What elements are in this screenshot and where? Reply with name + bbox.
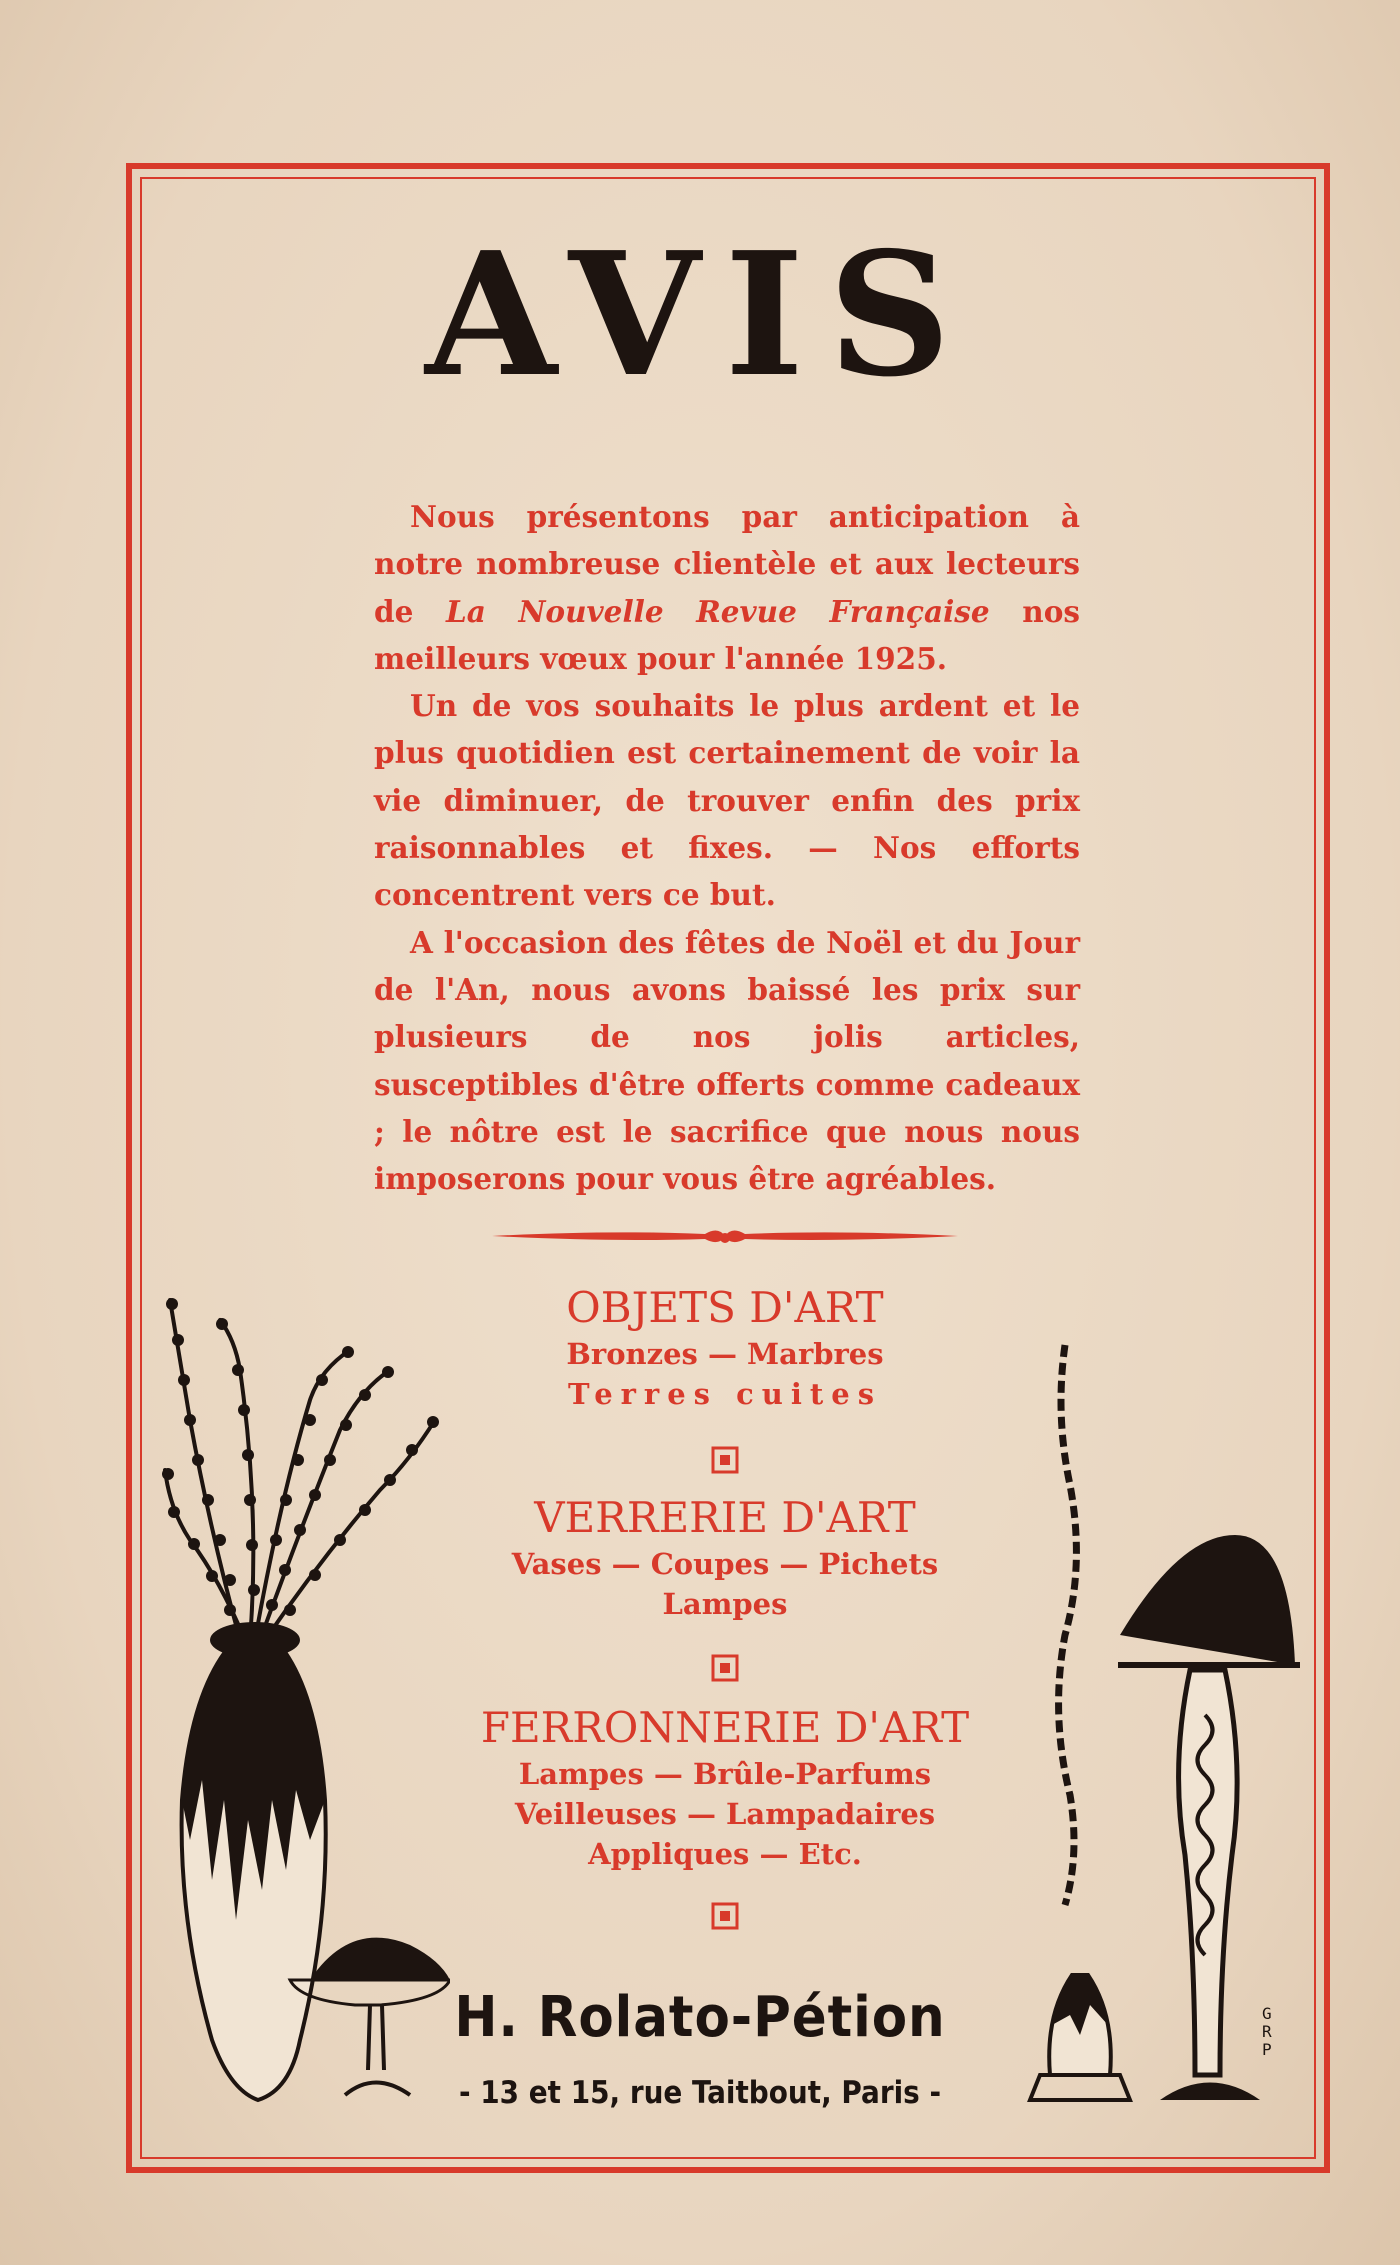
page-title: AVIS [425,215,975,415]
firm-name: H. Rolato-Pétion [454,1985,946,2050]
section-line: Bronzes — Marbres [566,1337,884,1371]
square-ornament-icon [711,1654,739,1682]
lamps-illustration [1010,1335,1310,2110]
paragraph-text: Nous présentons par anticipation à notre nombreuse clientèle et aux lecteurs de [374,499,1080,629]
firm-address: - 13 et 15, rue Taitbout, Paris - [458,2075,942,2111]
paragraph-greetings [374,493,1080,682]
section-line: Vases — Coupes — Pichets [511,1547,939,1581]
section-line: Veilleuses — Lampadaires [514,1797,936,1831]
paragraph-text: Un de vos souhaits le plus ardent et le plus quotidien est certainement de voir la vie diminuer, de trouver enfin des prix raisonnables et fixes. — Nos efforts concentrent vers ce but. [374,688,1080,913]
vase-with-branches-illustration [150,1280,450,2110]
section-title: FERRONNERIE D'ART [480,1703,970,1752]
journal-title: La Nouvelle Revue Française [446,593,990,629]
section-objets-dart [400,1282,1050,1414]
paragraph-prices [374,682,1080,918]
paragraph-holidays [374,919,1080,1203]
section-verrerie-dart [400,1492,1050,1624]
section-line: Appliques — Etc. [588,1837,862,1871]
section-title: VERRERIE D'ART [534,1493,916,1542]
ornamental-divider [490,1220,960,1252]
section-line: Lampes [662,1587,788,1621]
section-line: Terres cuites [567,1377,883,1411]
section-title: OBJETS D'ART [566,1283,884,1332]
artist-initials: G R P [1262,2004,1272,2059]
paragraph-text-end: nos meilleurs vœux pour l'année 1925. [374,593,1080,676]
square-ornament-icon [711,1902,739,1930]
section-line: Lampes — Brûle-Parfums [518,1757,932,1791]
square-ornament-icon [711,1446,739,1474]
announcement-text [374,493,1080,1202]
section-ferronnerie-dart [400,1702,1050,1874]
paragraph-text: A l'occasion des fêtes de Noël et du Jour de l'An, nous avons baissé les prix sur plusieurs de nos jolis articles, susceptibles d'être offerts comme cadeaux ; le nôtre est le sacrifice que nous nous imposerons pour vous être agréables. [374,924,1080,1197]
